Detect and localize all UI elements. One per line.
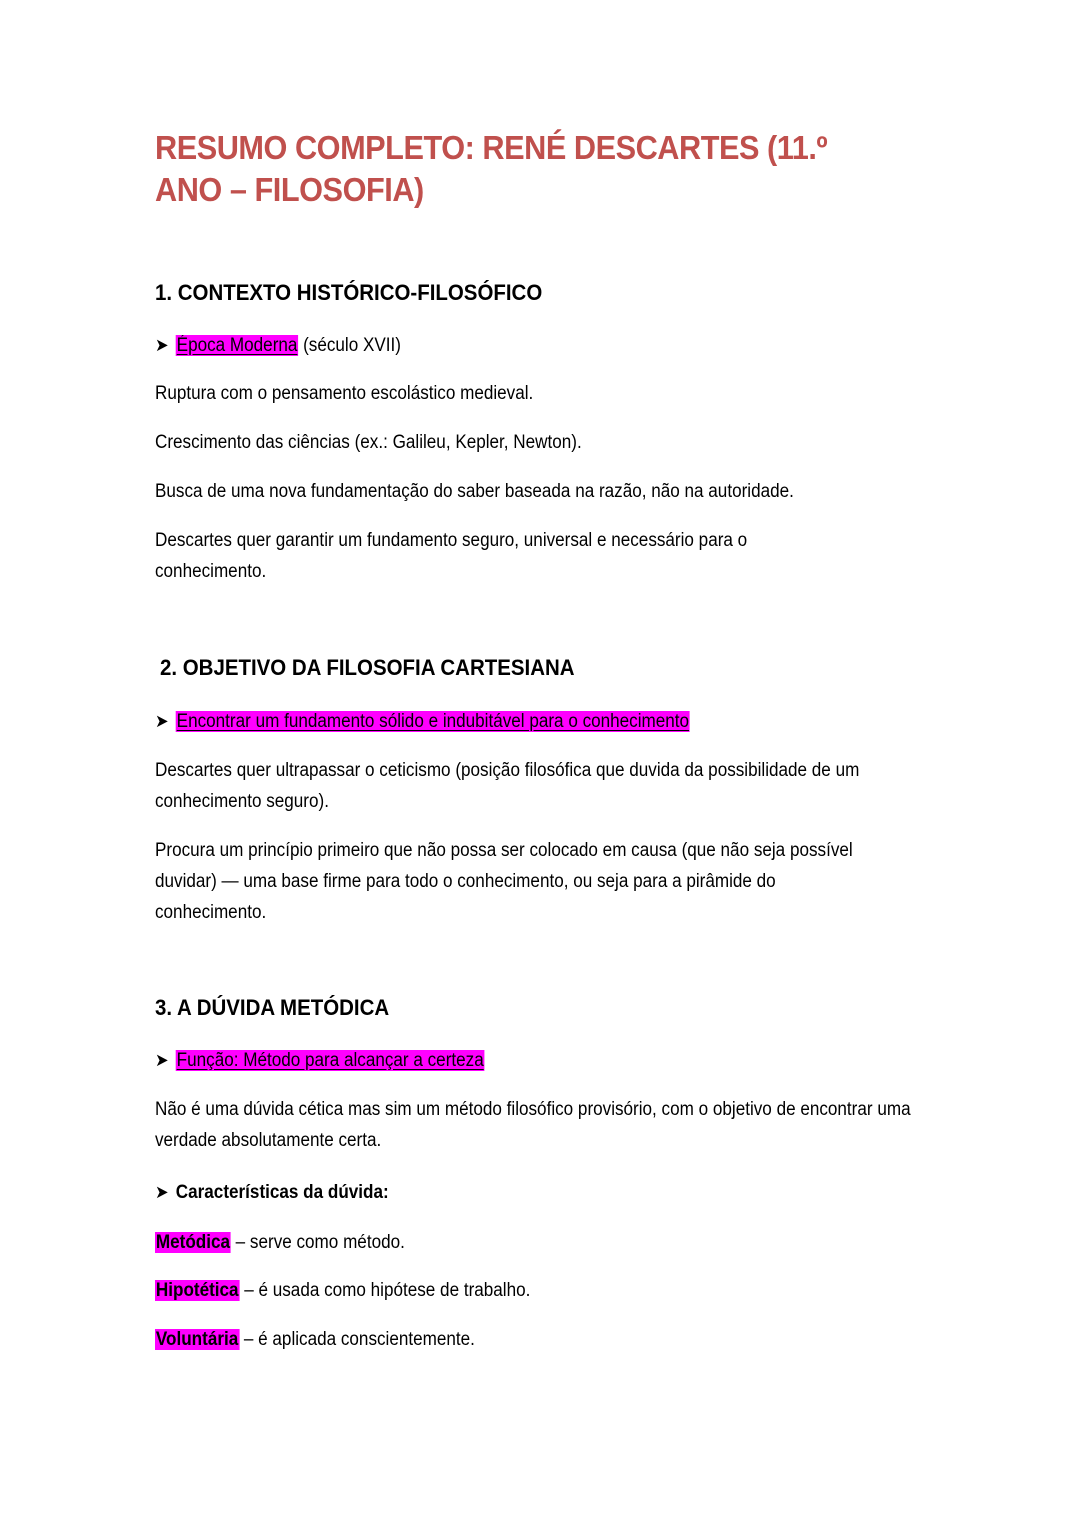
- paragraph: Crescimento das ciências (ex.: Galileu, Kepler, Newton).: [155, 432, 582, 453]
- paragraph: Descartes quer garantir um fundamento seguro, universal e necessário para o conhecimento.: [155, 530, 748, 582]
- characteristic-item: [155, 1229, 405, 1257]
- section-2-heading: 2. OBJETIVO DA FILOSOFIA CARTESIANA: [160, 655, 575, 680]
- document-title: RESUMO COMPLETO: RENÉ DESCARTES (11.º ANO – FILOSOFIA): [155, 129, 828, 208]
- arrow-bullet-icon: ➤: [155, 335, 169, 355]
- characteristic-item: [155, 1326, 475, 1354]
- characteristic-desc: – é usada como hipótese de trabalho.: [239, 1280, 531, 1301]
- section-1-heading: 1. CONTEXTO HISTÓRICO-FILOSÓFICO: [155, 280, 543, 305]
- arrow-bullet-icon: ➤: [155, 711, 169, 731]
- highlighted-text: Época Moderna: [176, 335, 298, 356]
- arrow-bullet-icon: ➤: [155, 1050, 169, 1070]
- characteristic-term: Metódica: [155, 1232, 231, 1253]
- paragraph: Ruptura com o pensamento escolástico medieval.: [155, 383, 534, 404]
- paragraph: Busca de uma nova fundamentação do saber baseada na razão, não na autoridade.: [155, 481, 794, 502]
- characteristic-desc: – é aplicada conscientemente.: [239, 1329, 475, 1350]
- paragraph: Não é uma dúvida cética mas sim um método filosófico provisório, com o objetivo de encontrar uma verdade absolutamente certa.: [155, 1099, 911, 1151]
- section-3-bullet: [155, 1046, 485, 1075]
- section-2-bullet: [155, 707, 690, 736]
- section-3-heading: 3. A DÚVIDA METÓDICA: [155, 995, 390, 1020]
- bullet-rest-text: (século XVII): [298, 335, 401, 356]
- characteristic-item: [155, 1277, 530, 1305]
- paragraph: Procura um princípio primeiro que não possa ser colocado em causa (que não seja possível duvidar) — uma base firme para todo o conhecimento, ou seja para a pirâmide do conhecimento.: [155, 840, 853, 923]
- highlighted-text: Função: Método para alcançar a certeza: [176, 1050, 484, 1071]
- paragraph: Descartes quer ultrapassar o ceticismo (posição filosófica que duvida da possibilidade de um conhecimento seguro).: [155, 760, 860, 812]
- highlighted-text: Encontrar um fundamento sólido e indubitável para o conhecimento: [176, 711, 690, 732]
- arrow-bullet-icon: ➤: [155, 1182, 169, 1202]
- characteristic-desc: – serve como método.: [230, 1232, 405, 1253]
- characteristic-term: Voluntária: [155, 1329, 239, 1350]
- characteristics-subheading: ➤ Características da dúvida:: [155, 1178, 389, 1207]
- section-1-bullet: [155, 331, 401, 360]
- characteristic-term: Hipotética: [155, 1280, 239, 1301]
